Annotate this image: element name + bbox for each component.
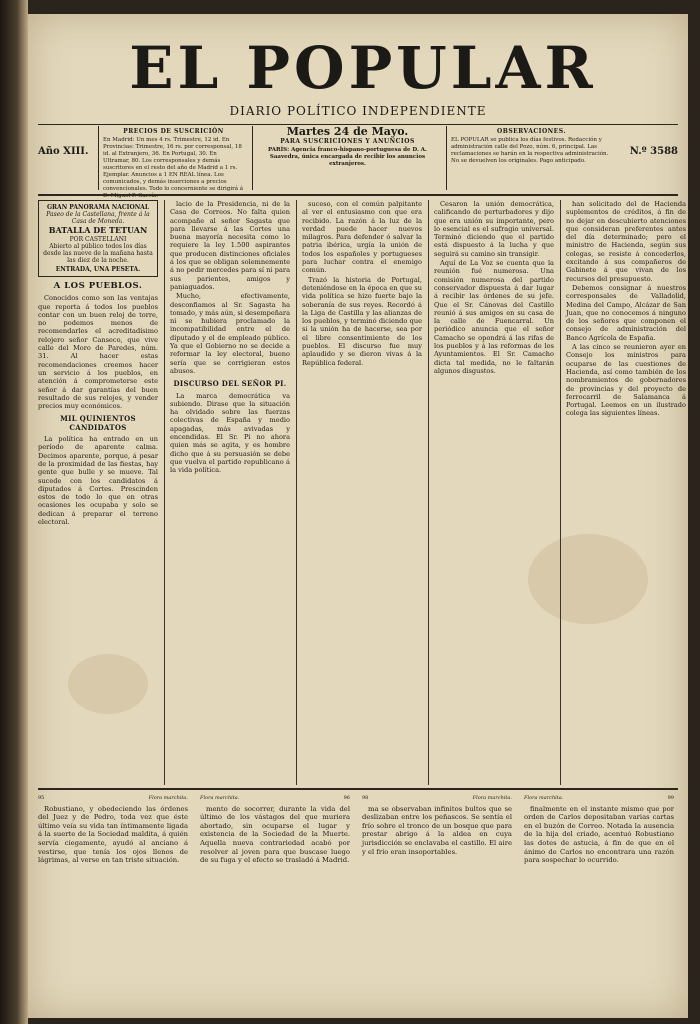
book-spine bbox=[0, 0, 28, 1024]
column-rule bbox=[428, 200, 429, 785]
issue-number: N.º 3588 bbox=[629, 146, 678, 157]
article-text: Trazó la historia de Portugal, deteniéndose en la época en que su vida política se hizo fuerte bajo la soberanía de sus reyes. Recordó á la Liga de Castilla y las alianzas de los pueblos, y terminó diciendo que si la unión ha de hacerse, sea por el libre consentimiento de los pueblos. El discurso fue muy aplaudido y se dieron vivas á la República federal. bbox=[302, 275, 422, 367]
folletin-text: Robustiano, y obedeciendo las órdenes del Juez y de Pedro, toda vez que éste último veía su vida tan íntimamente ligada á la suerte de la Sociedad maldita, á quién servía ciegamente, ayudó al anciano á vestirse, que tenía los ojos llenos de lágrimas, al verse en tan triste situación. bbox=[38, 804, 188, 865]
column-1 bbox=[38, 200, 158, 785]
article-text: lacio de la Presidencia, ni de la Casa de Correos. No falta quien acompañe al señor Sagasta que para llevarse á las Cortes una buena mayoría necesita como lo requiere la ley 1.500 aspirantes que producen distinciones oficiales á los que se obligan solemnemente á no pedir mercedes para sí ni para sus parientes, amigos y paniaguados. bbox=[170, 200, 290, 291]
ad-entry: ENTRADA, UNA PESETA. bbox=[55, 266, 141, 273]
folletin-label: Flora marchita. bbox=[524, 795, 564, 801]
para-title: PARA SUSCRICIONES Y ANUNCIOS bbox=[280, 138, 415, 145]
ad-title: BATALLA DE TETUAN bbox=[48, 225, 148, 235]
column-2 bbox=[170, 200, 290, 785]
article-text: Debemos consignar á nuestros corresponsales de Valladolid, Medina del Campo, Alcázar de San Juan, que no conocemos á ninguno de los señores que componen el consejo de administración del Banco Agrícola de España. bbox=[566, 283, 686, 342]
folletin-column-2 bbox=[200, 794, 350, 1014]
folletin-page-number: 98 bbox=[362, 795, 369, 801]
column-rule bbox=[164, 200, 165, 785]
article-text: Cesaron la unión democrática, calificando de perturbadores y dijo que era unión su importante, pero lo esencial es el sufragio universal. Terminó diciendo que el partido está dispuesto á la lucha y que seguirá su camino sin transigir. bbox=[434, 200, 554, 258]
ad-author: POR CASTELLANI bbox=[69, 236, 127, 243]
heading-discurso-pi: DISCURSO DEL SEÑOR PI. bbox=[173, 379, 287, 389]
observations-text: EL POPULAR se publica los días festivos. Redacción y administración calle del Pozo, núm. 6, principal. Las reclamaciones se harán en la respectiva administración. No se devuelven los originales. Pago anticipado. bbox=[451, 137, 609, 164]
folletin-page-number: 95 bbox=[38, 795, 45, 801]
folletin-header bbox=[38, 794, 188, 803]
article-text: suceso, con el común palpitante al ver el entusiasmo con que era recibido. La razón á la luz de la verdad puede hacer nuevos milagros. Para defender ó salvar la patria ibérica, urgía la unión de todos los españoles y portugueses para luchar contra el enemigo común. bbox=[302, 200, 422, 275]
folletin-header bbox=[524, 794, 674, 803]
subscription-title: PRECIOS DE SUSCRICIÓN bbox=[123, 128, 224, 135]
article-text: han solicitado del de Hacienda suplementos de créditos, á fin de no dejar en descubierto atenciones que consideran preferentes antes del día determinado; pero el ministro de Hacienda, según sus colegas, se resiste á concederlos, excitando á sus compañeros de Gabinete á que vivan de los recursos del presupuesto. bbox=[566, 200, 686, 283]
ad-line3: Abierto al público todos los días desde las nueve de la mañana hasta las diez de la noche. bbox=[43, 243, 153, 264]
ad-line1: GRAN PANORAMA NACIONAL bbox=[46, 204, 150, 211]
column-5 bbox=[566, 200, 686, 785]
year-label: Año XIII. bbox=[38, 146, 89, 157]
para-text: PARÍS: Agencia franco-hispano-portuguesa de D. A. Saavedra, única encargada de recibir los anuncios extranjeros. bbox=[268, 147, 427, 167]
panorama-ad bbox=[38, 200, 158, 277]
subscriptions-ads-box bbox=[252, 126, 442, 190]
column-4 bbox=[434, 200, 554, 785]
article-text: A las cinco se reunieron ayer en Consejo los ministros para ocuparse de las cuestiones de Hacienda, así como también de los nombramientos de gobernadores de provincias y del proyecto de ferrocarril de Salamanca á Portugal. Leemos en un ilustrado colega las siguientes líneas. bbox=[566, 343, 686, 418]
heading-a-los-pueblos: A LOS PUEBLOS. bbox=[53, 281, 143, 291]
issue-date: Martes 24 de Mayo. bbox=[286, 125, 409, 138]
masthead-title: EL POPULAR bbox=[129, 34, 597, 102]
observations-box bbox=[446, 126, 616, 190]
folletin-text: ma se observaban infinitos bultos que se deslizaban entre los peñascos. Se sentía el frío sobre el tronco de un bosque que para prestar abrigo á la aldea en cuya jurisdicción se enclavaba el castillo. El aire y el frío eran insoportables. bbox=[362, 804, 512, 856]
folletin-header bbox=[200, 794, 350, 803]
infobar-rule bbox=[38, 194, 678, 196]
folletin-header bbox=[362, 794, 512, 803]
heading-mil-quinientos: MIL QUINIENTOS CANDIDATOS bbox=[60, 414, 136, 432]
folletin-column-1 bbox=[38, 794, 188, 1014]
subscription-box bbox=[98, 126, 248, 199]
column-rule bbox=[560, 200, 561, 785]
column-rule bbox=[296, 200, 297, 785]
folletin-label: Flora marchita. bbox=[200, 795, 240, 801]
subscription-text: En Madrid: Un mes 4 rs. Trimestre, 12 id. En Provincias: Trimestre, 16 rs. por corresponsal, 18 id. al Extranjero, 36. En Portugal, 30. En Ultramar, 80. Los corresponsales y demás suscritores en el resto del año de Madrid a 1 rs. Ejemplar. Anuncios a 1 EN REAL línea. Los comunicados, y demás inserciones a precios convencionales. Todo lo concerniente se dirigirá á D. Miguel P. García. bbox=[103, 137, 244, 199]
observations-title: OBSERVACIONES. bbox=[497, 128, 566, 135]
info-bar bbox=[38, 125, 678, 199]
folletin-column-3 bbox=[362, 794, 512, 1014]
folletin-page-number: 96 bbox=[343, 795, 350, 801]
folletin-page-number: 99 bbox=[667, 795, 674, 801]
article-text: Conocidos como son las ventajas que reporta á todos los pueblos contar con un buen reloj de torre, no podemos menos de recomendarles el acreditadísimo relojero señor Canseco, que vive calle del Moro de Paredes, núm. 31. Al hacer estas recomendaciones creemos hacer un servicio á los pueblos, en atención á comprometerse este señor á dar garantías del buen resultado de sus relojes, y vender precios muy económicos. bbox=[38, 294, 158, 411]
folletin-label: Flora marchita. bbox=[472, 795, 512, 801]
folletin-rule bbox=[38, 788, 678, 790]
newspaper-page bbox=[28, 14, 688, 1018]
folletin-label: Flora marchita. bbox=[148, 795, 188, 801]
masthead-subtitle: DIARIO POLÍTICO INDEPENDIENTE bbox=[229, 104, 487, 118]
article-text: La política ha entrado en un período de aparente calma. Decimos aparente, porque, á pesar de la proximidad de las fiestas, hay gente que bulle y se mueve. Tal sucede con los candidatos á diputados á Cortes. Prescinden estos de todo lo que en otras ocasiones les ocupaba y solo se dedican á preparar el terreno electoral. bbox=[38, 435, 158, 527]
ad-line2: Paseo de la Castellana, frente á la Casa de Moneda. bbox=[46, 211, 150, 225]
article-text: Mucho, efectivamente, desconfiamos al Sr. Sagasta ha tomado, y más aún, si desempeñara ni se hubiera proclamado la incompatibilidad entre el de diputado y el de empleado público. Ya que el Gobierno no se decide a reformar la ley electoral, bueno sería que se corrigieran estos abusos. bbox=[170, 292, 290, 375]
article-text: La marca democrática va subiendo. Dirase que la situación ha olvidado sobre las fuerzas colectivas de España y medio apagadas, más avivadas y encendidas. El Sr. Pi no ahora quien más se agita, y es hombre dicho que á su persuasión se debe que vuelva el partido republicano á la vida política. bbox=[170, 391, 290, 475]
column-3 bbox=[302, 200, 422, 785]
folletin-text: finalmente en el instante mismo que por orden de Carlos depositaban varias cartas en el buzón de Correo. Notada la ausencia de la hija del criado, acentuó Robustiano las dotes de astucia, á fin de que en el ánimo de Carlos no encontrara una razón para sospechar lo ocurrido. bbox=[524, 804, 674, 865]
folletin-column-4 bbox=[524, 794, 674, 1014]
folletin-text: mento de socorrer, durante la vida del último de los vástagos del que muriera abortado, sin ocuparse el lugar y existencia de la Sociedad de la Muerte. Aquella nueva contrariedad acabó por resolver al joven para que buscase luego de su fuga y el efecto se trasladó á Madrid. bbox=[200, 804, 350, 865]
article-text: Aquí de La Voz se cuenta que la reunión fué numerosa. Una comisión numerosa del partido conservador dispuesta á dar lugar á recibir las órdenes de su jefe. Que el Sr. Cánovas del Castillo reunió á sus amigos en su casa de la calle de Fuencarral. Un periódico anuncia que el señor Camacho se opondrá á las rifas de los pueblos y á las reformas de los Ayuntamientos. El Sr. Camacho dicta tal medida, no le faltarán algunos disgustos. bbox=[434, 259, 554, 375]
